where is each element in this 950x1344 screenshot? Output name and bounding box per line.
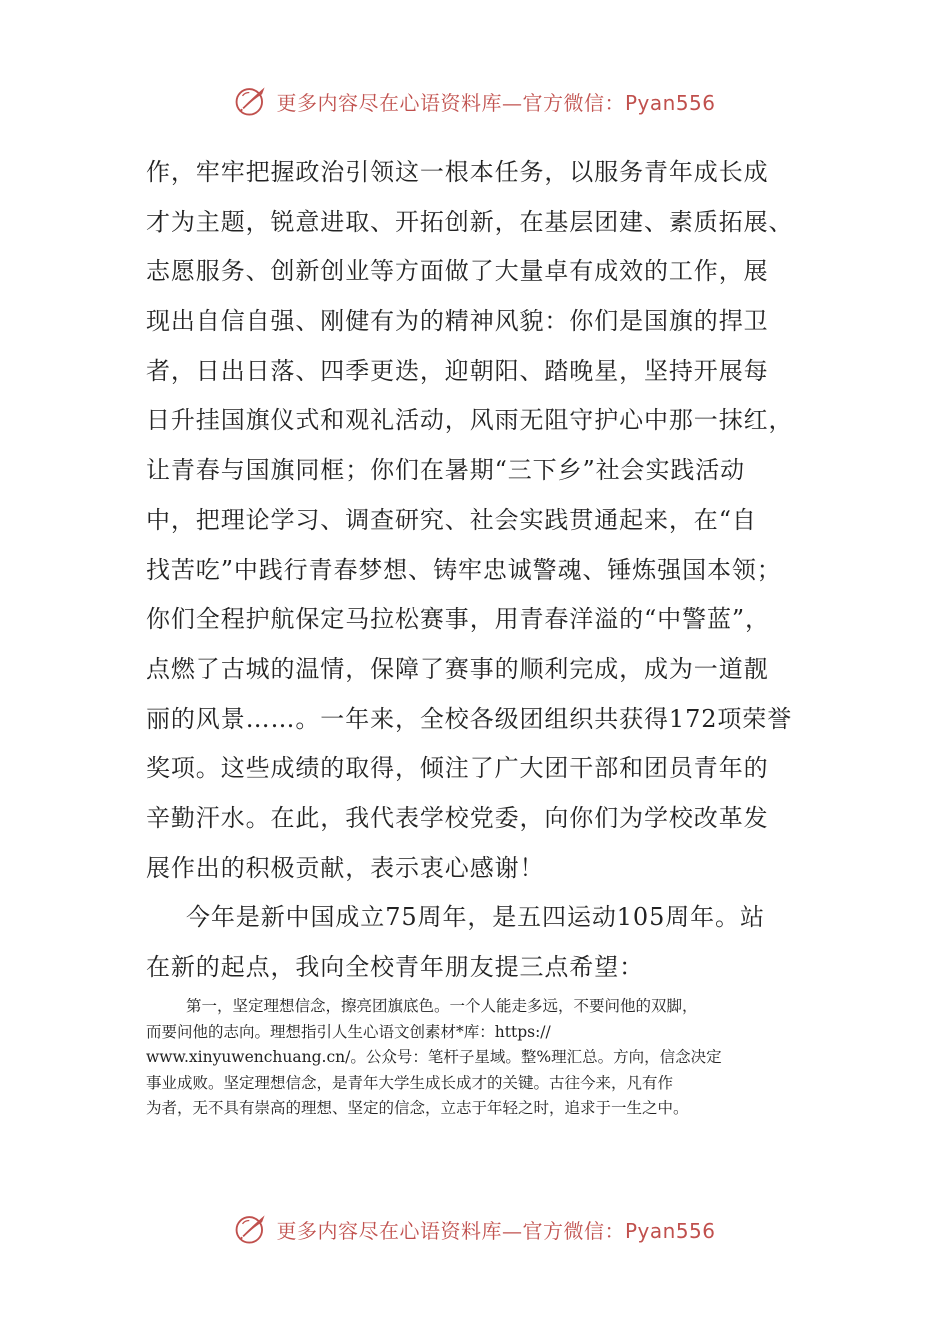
body-line: 现出自信自强、刚健有为的精神风貌：你们是国旗的捍卫 <box>146 307 769 336</box>
footer-banner-text <box>276 1215 715 1244</box>
body-line: 奖项。这些成绩的取得，倾注了广大团干部和团员青年的 <box>146 754 769 783</box>
body-line: 辛勤汗水。在此，我代表学校党委，向你们为学校改革发 <box>146 803 769 832</box>
document-body <box>146 148 810 993</box>
body-line: 丽的风景……。一年来，全校各级团组织共获得172项荣誉 <box>146 704 793 733</box>
body-line: 日升挂国旗仪式和观礼活动，风雨无阻守护心中那一抹红， <box>146 406 794 435</box>
body-line: 找苦吃”中践行青春梦想、铸牢忠诚警魂、锤炼强国本领； <box>146 555 782 584</box>
footer-wechat-id: Pyan556 <box>624 1218 716 1243</box>
small-paragraph <box>146 994 816 1122</box>
body-line: 中，把理论学习、调查研究、社会实践贯通起来，在“自 <box>146 505 757 534</box>
small-line: www.xinyuwenchuang.cn/。公众号：笔杆子星域。整%理汇总。方向，信念决定 <box>146 1048 722 1066</box>
pen-logo-icon <box>234 84 268 118</box>
small-line: 事业成败。坚定理想信念，是青年大学生成长成才的关键。古往今来，凡有作 <box>146 1073 674 1092</box>
body-line: 今年是新中国成立75周年，是五四运动105周年。站 <box>186 903 765 932</box>
body-line: 展作出的积极贡献，表示衷心感谢！ <box>146 853 545 882</box>
small-line: 而要问他的志向。理想指引人生心语文创素材*库：https:// <box>146 1022 551 1041</box>
footer-banner <box>0 1212 950 1246</box>
body-line: 在新的起点，我向全校青年朋友提三点希望： <box>146 953 644 981</box>
body-line: 志愿服务、创新创业等方面做了大量卓有成效的工作，展 <box>146 257 769 286</box>
body-line: 点燃了古城的温情，保障了赛事的顺利完成，成为一道靓 <box>146 654 769 683</box>
small-line: 第一，坚定理想信念，擦亮团旗底色。一个人能走多远，不要问他的双脚， <box>186 997 698 1015</box>
body-line: 让青春与国旗同框；你们在暑期“三下乡”社会实践活动 <box>146 456 746 485</box>
pen-logo-icon <box>234 1212 268 1246</box>
header-banner-text <box>276 87 715 116</box>
body-line: 者，日出日落、四季更迭，迎朝阳、踏晚星，坚持开展每 <box>146 356 769 385</box>
header-banner <box>0 84 950 118</box>
header-banner-label: 更多内容尽在心语资料库—官方微信： <box>276 90 625 115</box>
header-wechat-id: Pyan556 <box>624 90 716 115</box>
body-line: 才为主题，锐意进取、开拓创新，在基层团建、素质拓展、 <box>146 207 794 236</box>
body-line: 你们全程护航保定马拉松赛事，用青春洋溢的“中警蓝”， <box>146 605 770 634</box>
small-line: 为者，无不具有崇高的理想、坚定的信念，立志于年轻之时，追求于一生之中。 <box>146 1099 689 1117</box>
body-line: 作，牢牢把握政治引领这一根本任务，以服务青年成长成 <box>146 158 769 186</box>
footer-banner-label: 更多内容尽在心语资料库—官方微信： <box>276 1218 625 1243</box>
